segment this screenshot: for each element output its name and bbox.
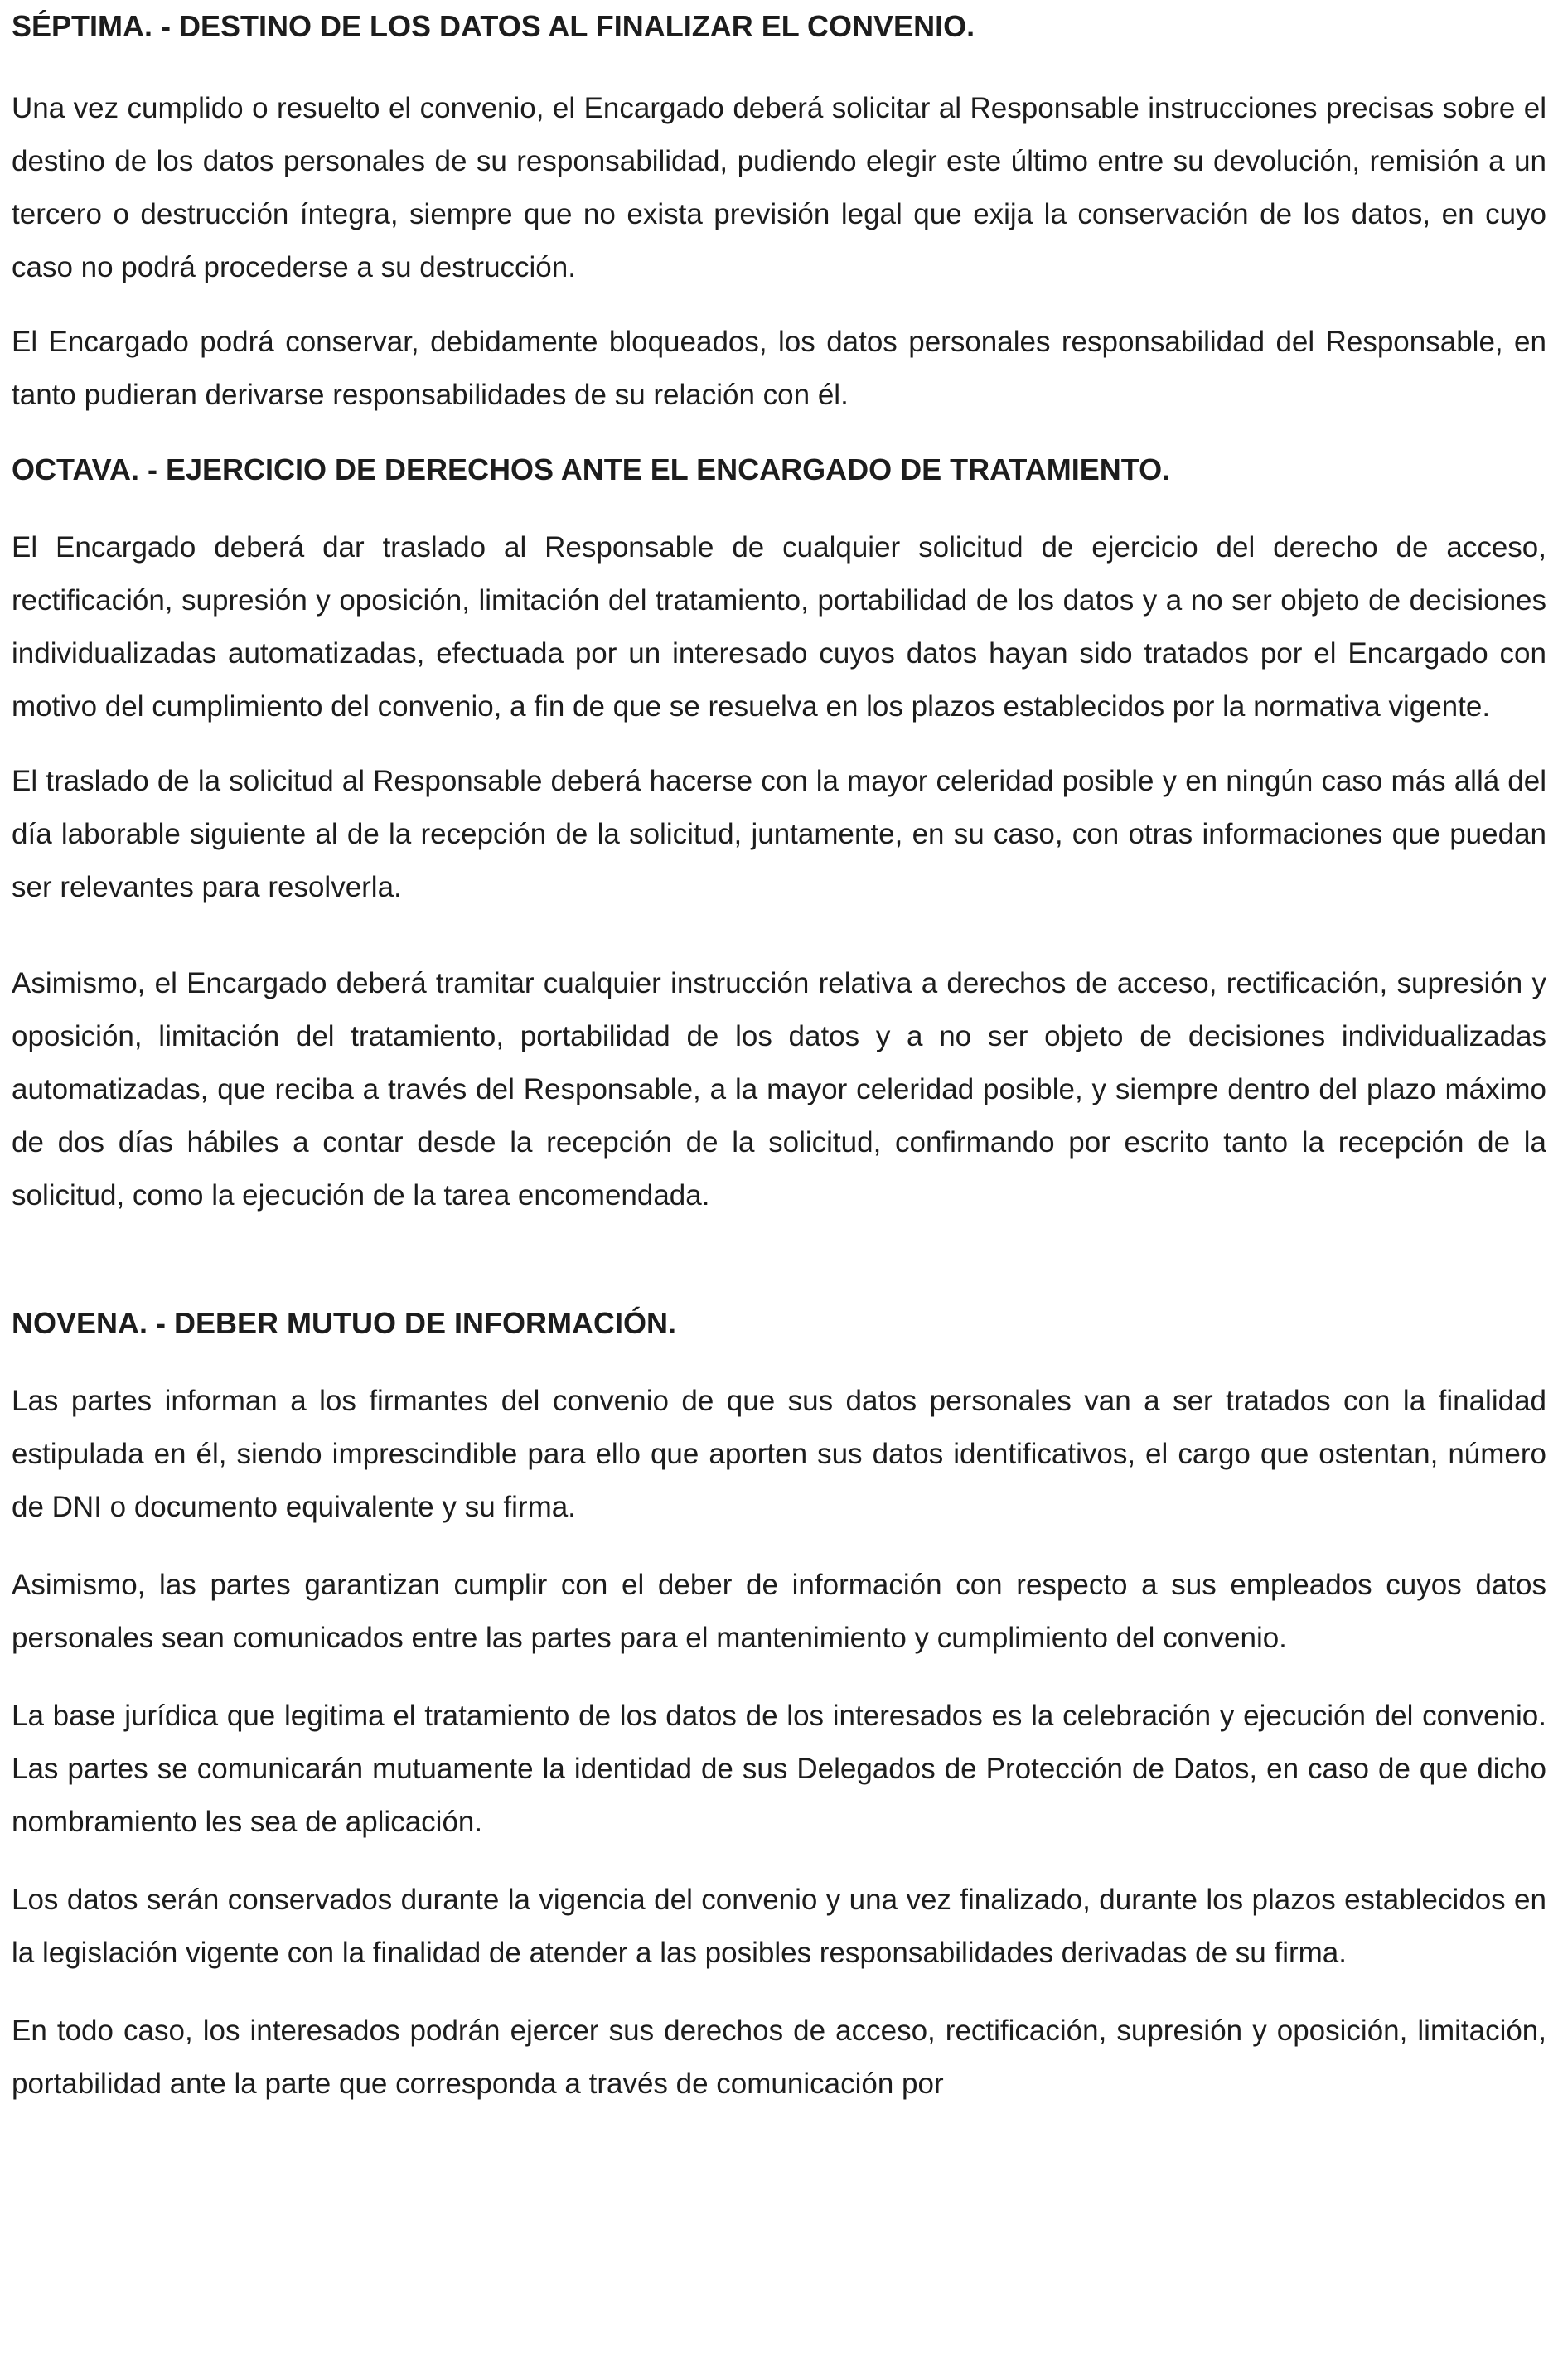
paragraph: Asimismo, el Encargado deberá tramitar cualquier instrucción relativa a derechos de acceso, rectificación, supresión y oposición, limitación del tratamiento, portabilidad de los datos y a no ser objeto de decisiones individualizadas automatizadas, que reciba a través del Responsable, a la mayor celeridad posible, y siempre dentro del plazo máximo de dos días hábiles a contar desde la recepción de la solicitud, confirmando por escrito tanto la recepción de la solicitud, como la ejecución de la tarea encomendada. [12, 967, 1546, 1212]
paragraph: La base jurídica que legitima el tratamiento de los datos de los interesados es la celebración y ejecución del convenio. Las partes se comunicarán mutuamente la identidad de sus Delegados de Protección de Datos, en caso de que dicho nombramiento les sea de aplicación. [12, 1700, 1546, 1838]
paragraph: El Encargado podrá conservar, debidamente bloqueados, los datos personales responsabilidad del Responsable, en tanto pudieran derivarse responsabilidades de su relación con él. [12, 326, 1546, 411]
paragraph: Los datos serán conservados durante la vigencia del convenio y una vez finalizado, durante los plazos establecidos en la legislación vigente con la finalidad de atender a las posibles responsabilidades derivadas de su firma. [12, 1884, 1546, 1969]
section-heading-novena: NOVENA. - DEBER MUTUO DE INFORMACIÓN. [12, 1306, 677, 1340]
document-page [12, 0, 1546, 2111]
paragraph: En todo caso, los interesados podrán ejercer sus derechos de acceso, rectificación, supresión y oposición, limitación, portabilidad ante la parte que corresponda a través de comunicación por [12, 2015, 1546, 2100]
section-heading-octava: OCTAVA. - EJERCICIO DE DERECHOS ANTE EL ENCARGADO DE TRATAMIENTO. [12, 452, 1171, 486]
paragraph: Asimismo, las partes garantizan cumplir con el deber de información con respecto a sus empleados cuyos datos personales sean comunicados entre las partes para el mantenimiento y cumplimiento del convenio. [12, 1569, 1546, 1654]
paragraph: El Encargado deberá dar traslado al Responsable de cualquier solicitud de ejercicio del derecho de acceso, rectificación, supresión y oposición, limitación del tratamiento, portabilidad de los datos y a no ser objeto de decisiones individualizadas automatizadas, efectuada por un interesado cuyos datos hayan sido tratados por el Encargado con motivo del cumplimiento del convenio, a fin de que se resuelva en los plazos establecidos por la normativa vigente. [12, 531, 1546, 723]
paragraph: El traslado de la solicitud al Responsable deberá hacerse con la mayor celeridad posible y en ningún caso más allá del día laborable siguiente al de la recepción de la solicitud, juntamente, en su caso, con otras informaciones que puedan ser relevantes para resolverla. [12, 765, 1546, 903]
paragraph: Una vez cumplido o resuelto el convenio, el Encargado deberá solicitar al Responsable instrucciones precisas sobre el destino de los datos personales de su responsabilidad, pudiendo elegir este último entre su devolución, remisión a un tercero o destrucción íntegra, siempre que no exista previsión legal que exija la conservación de los datos, en cuyo caso no podrá procederse a su destrucción. [12, 92, 1546, 283]
section-heading-septima: SÉPTIMA. - DESTINO DE LOS DATOS AL FINALIZAR EL CONVENIO. [12, 9, 975, 43]
paragraph: Las partes informan a los firmantes del convenio de que sus datos personales van a ser tratados con la finalidad estipulada en él, siendo imprescindible para ello que aporten sus datos identificativos, el cargo que ostentan, número de DNI o documento equivalente y su firma. [12, 1385, 1546, 1523]
